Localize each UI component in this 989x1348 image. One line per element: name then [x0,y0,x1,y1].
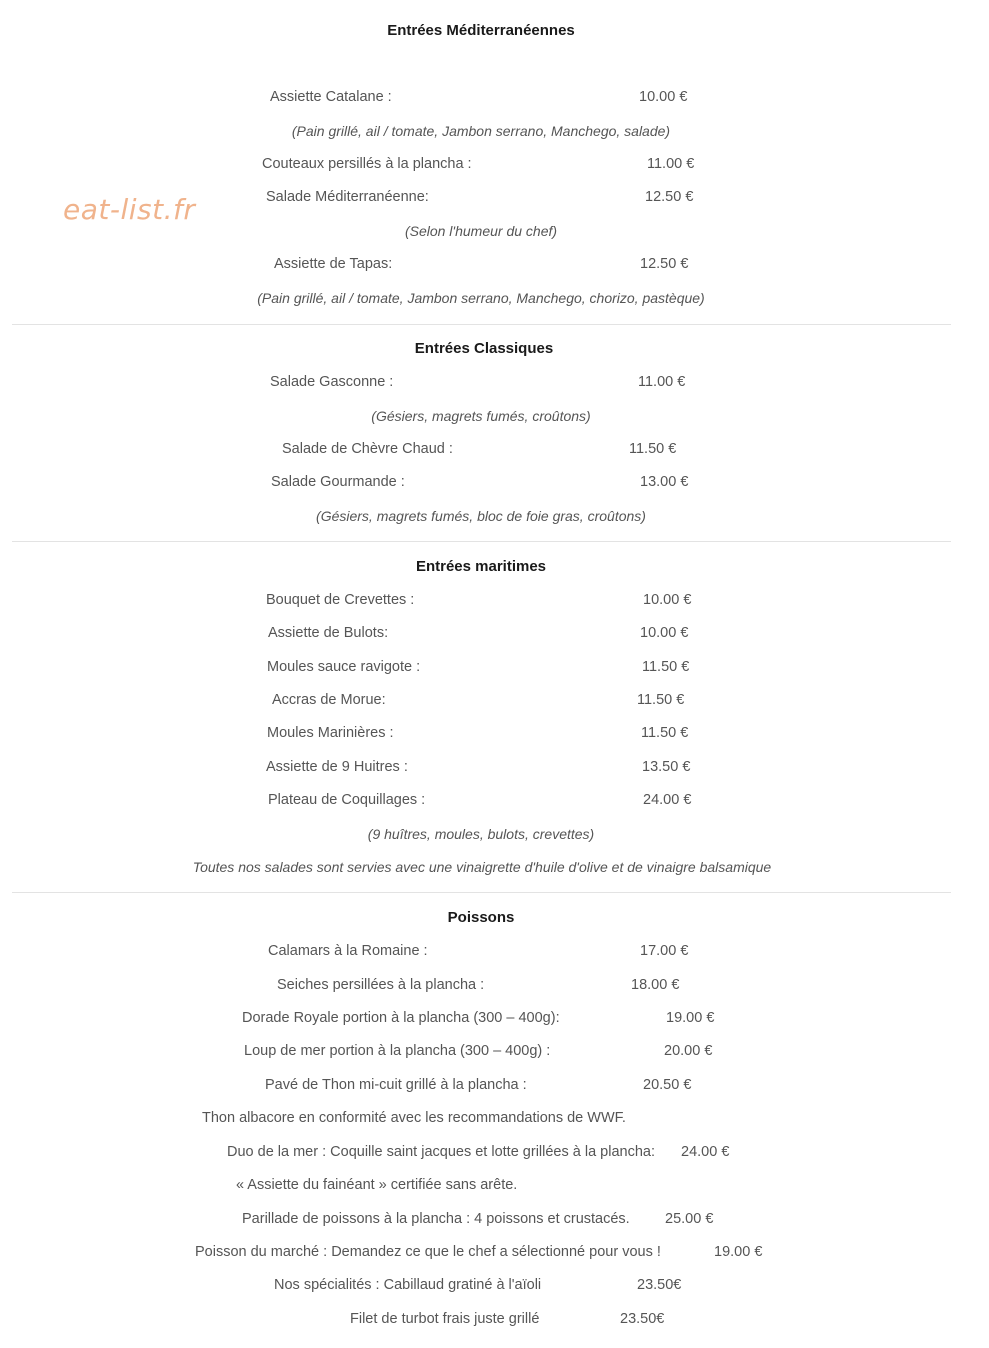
menu-item-price: 18.00 € [631,977,680,993]
menu-item-price: 12.50 € [640,256,689,272]
menu-item-name: Salade de Chèvre Chaud : [282,441,453,457]
menu-item-note: (Pain grillé, ail / tomate, Jambon serrano, Manchego, salade) [291,123,671,139]
menu-item-description: Thon albacore en conformité avec les recommandations de WWF. [202,1110,626,1126]
salad-dressing-footnote: Toutes nos salades sont servies avec une vinaigrette d'huile d'olive et de vinaigre balsamique [192,859,772,875]
menu-item-name: Poisson du marché : Demandez ce que le chef a sélectionné pour vous ! [195,1244,661,1260]
section-divider [12,892,951,893]
menu-item-name: Pavé de Thon mi-cuit grillé à la plancha : [265,1077,527,1093]
menu-item-name: Moules Marinières : [267,725,394,741]
menu-item-price: 23.50€ [637,1277,682,1293]
menu-item-name: Seiches persillées à la plancha : [277,977,485,993]
menu-item-price: 11.50 € [642,659,690,675]
watermark-logo: eat-list.fr [63,193,196,226]
menu-item-name: Couteaux persillés à la plancha : [262,156,472,172]
menu-item-price: 11.50 € [629,441,677,457]
menu-item-price: 13.00 € [640,474,689,490]
menu-item-note: (Pain grillé, ail / tomate, Jambon serrano, Manchego, chorizo, pastèque) [257,290,705,306]
menu-item-price: 11.50 € [641,725,689,741]
menu-item-name: Dorade Royale portion à la plancha (300 – 400g): [242,1010,560,1026]
menu-item-price: 20.50 € [643,1077,692,1093]
menu-item-price: 19.00 € [714,1244,763,1260]
menu-item-price: 24.00 € [681,1144,730,1160]
menu-item-name: Assiette de 9 Huitres : [266,759,408,775]
menu-item-name: Parillade de poissons à la plancha : 4 poissons et crustacés. [242,1211,630,1227]
section-title-fish: Poissons [447,909,515,926]
menu-item-price: 25.00 € [665,1211,714,1227]
menu-item-price: 10.00 € [640,625,689,641]
menu-item-price: 10.00 € [639,89,688,105]
menu-item-name: Salade Gourmande : [271,474,405,490]
menu-item-price: 19.00 € [666,1010,715,1026]
menu-item-name: Accras de Morue: [272,692,386,708]
menu-item-name: Assiette Catalane : [270,89,392,105]
menu-item-note: (Gésiers, magrets fumés, croûtons) [371,408,591,424]
menu-item-name: Bouquet de Crevettes : [266,592,415,608]
menu-item-price: 12.50 € [645,189,694,205]
menu-item-price: 11.50 € [637,692,685,708]
menu-item-name: Moules sauce ravigote : [267,659,421,675]
section-divider [12,324,951,325]
menu-item-note: (9 huîtres, moules, bulots, crevettes) [367,826,595,842]
section-title-classic: Entrées Classiques [414,340,554,357]
menu-item-price: 23.50€ [620,1311,665,1327]
menu-item-price: 24.00 € [643,792,692,808]
menu-item-note: (Selon l'humeur du chef) [404,223,558,239]
menu-item-name: Filet de turbot frais juste grillé [350,1311,540,1327]
menu-item-name: Duo de la mer : Coquille saint jacques et lotte grillées à la plancha: [227,1144,655,1160]
menu-item-name: Calamars à la Romaine : [268,943,428,959]
menu-item-price: 10.00 € [643,592,692,608]
menu-item-name: Salade Gasconne : [270,374,394,390]
menu-item-price: 11.00 € [647,156,695,172]
menu-item-name: Plateau de Coquillages : [268,792,426,808]
menu-item-price: 17.00 € [640,943,689,959]
section-divider [12,541,951,542]
menu-item-name: Assiette de Bulots: [268,625,389,641]
menu-item-price: 11.00 € [638,374,686,390]
menu-item-name: Nos spécialités : Cabillaud gratiné à l'aïoli [274,1277,542,1293]
menu-item-name: Loup de mer portion à la plancha (300 – 400g) : [244,1043,551,1059]
menu-item-name: Salade Méditerranéenne: [266,189,429,205]
menu-item-description: « Assiette du fainéant » certifiée sans arête. [236,1177,518,1193]
menu-item-price: 13.50 € [642,759,691,775]
menu-item-name: Assiette de Tapas: [274,256,393,272]
menu-item-note: (Gésiers, magrets fumés, bloc de foie gras, croûtons) [316,508,646,524]
menu-item-price: 20.00 € [664,1043,713,1059]
section-title-mediterranean: Entrées Méditerranéennes [387,22,575,39]
section-title-maritime: Entrées maritimes [415,558,547,575]
